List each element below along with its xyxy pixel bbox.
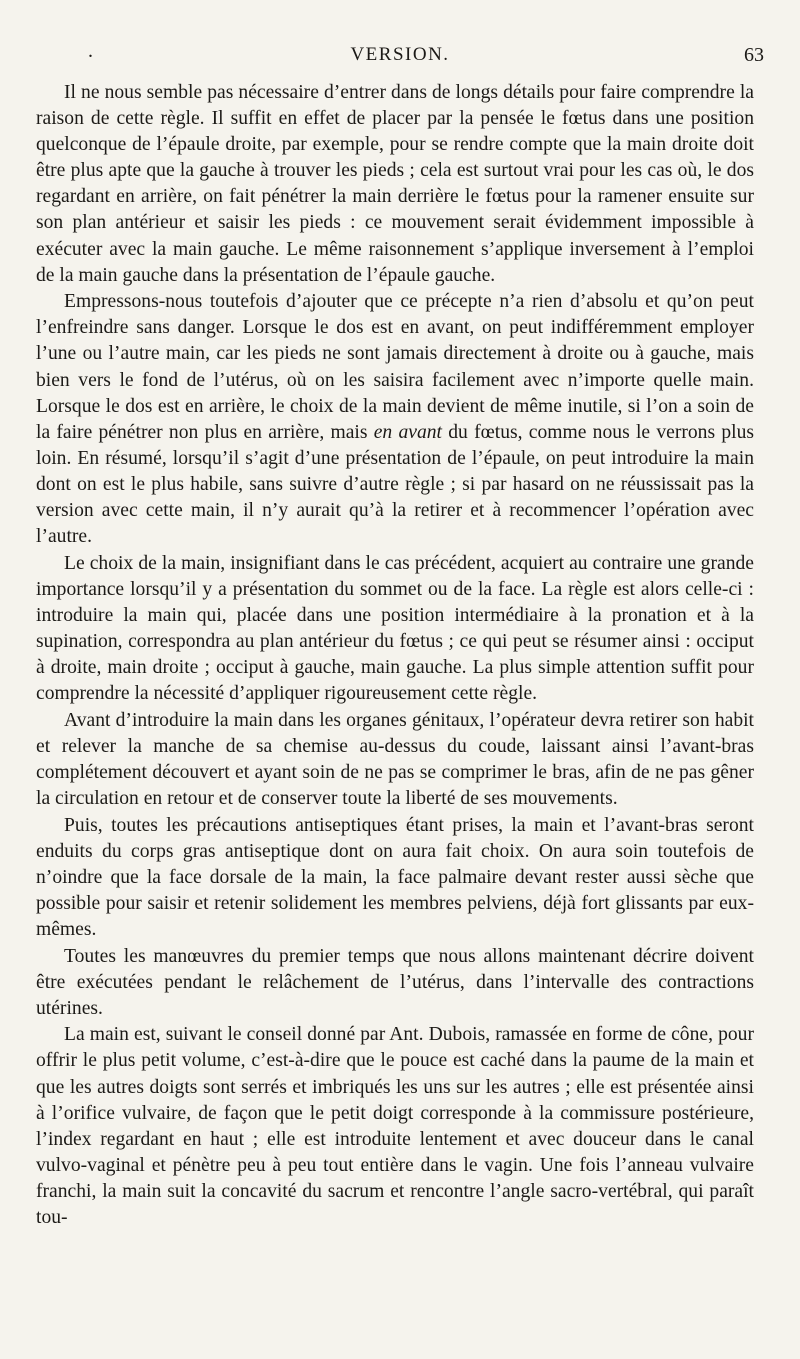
page-number: 63 (744, 44, 764, 66)
chapter-title: VERSION. (350, 44, 450, 65)
paragraph-2-text-before: Empressons-nous toutefois d’ajouter que ce précepte n’a rien d’absolu et qu’on peut l’enfreindre sans danger. Lorsque le dos est en avant, on peut indifféremment employer l’une ou l’autre main, car les pieds ne sont jamais directement à droite ou à gauche, mais bien vers le fond de l’utérus, où on les saisira facilement avec n’importe quelle main. Lorsque le dos est en arrière, le choix de la main devient de même inutile, si l’on a soin de la faire pénétrer non plus en arrière, mais (36, 291, 754, 443)
paragraph-3: Le choix de la main, insignifiant dans le cas précédent, acquiert au contraire une grande importance lorsqu’il y a présentation du sommet ou de la face. La règle est alors celle-ci : introduire la main qui, placée dans une position intermédiaire à la pronation et à la supination, correspondra au plan antérieur du fœtus ; ce qui peut se résumer ainsi : occiput à droite, main droite ; occiput à gauche, main gauche. La plus simple attention suffit pour comprendre la nécessité d’appliquer rigoureusement cette règle. (36, 552, 754, 705)
header-marker: . (88, 40, 95, 62)
body-text (36, 80, 754, 1232)
paragraph-7: La main est, suivant le conseil donné par Ant. Dubois, ramassée en forme de cône, pour offrir le plus petit volume, c’est-à-dire que le pouce est caché dans la paume de la main et que les autres doigts sont serrés et imbriqués les uns sur les autres ; elle est présentée ainsi à l’orifice vulvaire, de façon que le petit doigt corresponde à la commissure postérieure, l’index regardant en haut ; elle est introduite lentement et avec douceur dans le canal vulvo-vaginal et pénètre peu à peu tout entière dans le vagin. Une fois l’anneau vulvaire franchi, la main suit la concavité du sacrum et rencontre l’angle sacro-vertébral, qui paraît tou- (36, 1024, 754, 1229)
paragraph-5: Puis, toutes les précautions antiseptiques étant prises, la main et l’avant-bras seront enduits du corps gras antiseptique dont on aura fait choix. On aura soin toutefois de n’oindre que la face dorsale de la main, la face palmaire devant rester aussi sèche que possible pour saisir et retenir solidement les membres pelviens, déjà fort glissants par eux-mêmes. (36, 814, 754, 940)
paragraph-6: Toutes les manœuvres du premier temps que nous allons maintenant décrire doivent être exécutées pendant le relâchement de l’utérus, dans l’intervalle des contractions utérines. (36, 945, 754, 1019)
paragraph-1: Il ne nous semble pas nécessaire d’entrer dans de longs détails pour faire comprendre la raison de cette règle. Il suffit en effet de placer par la pensée le fœtus dans une position quelconque de l’épaule droite, par exemple, pour se rendre compte que la main droite doit être plus apte que la gauche à trouver les pieds ; cela est surtout vrai pour les cas où, le dos regardant en arrière, on fait pénétrer la main derrière le fœtus pour la ramener ensuite sur son plan antérieur et saisir les pieds : ce mouvement serait évidemment impossible à exécuter avec la main gauche. Le même raisonnement s’applique inversement à l’emploi de la main gauche dans la présentation de l’épaule gauche. (36, 82, 754, 286)
paragraph-4: Avant d’introduire la main dans les organes génitaux, l’opérateur devra retirer son habit et relever la manche de sa chemise au-dessus du coude, laissant ainsi l’avant-bras complétement découvert et ayant soin de ne pas se comprimer le bras, afin de ne pas gêner la circulation en retour et de conserver toute la liberté de ses mouvements. (36, 709, 754, 810)
running-header (36, 40, 764, 74)
paragraph-2 (36, 289, 754, 550)
paragraph-2-text-after: du fœtus, comme nous le verrons plus loin. En résumé, lorsqu’il s’agit d’une présentation de l’épaule, on peut introduire la main dont on est le plus habile, sans suivre d’autre règle ; si par hasard on ne réussissait pas la version avec cette main, il n’y aurait qu’à la retirer et à recommencer l’opération avec l’autre. (36, 421, 754, 548)
paragraph-2-emphasis: en avant (373, 421, 442, 443)
